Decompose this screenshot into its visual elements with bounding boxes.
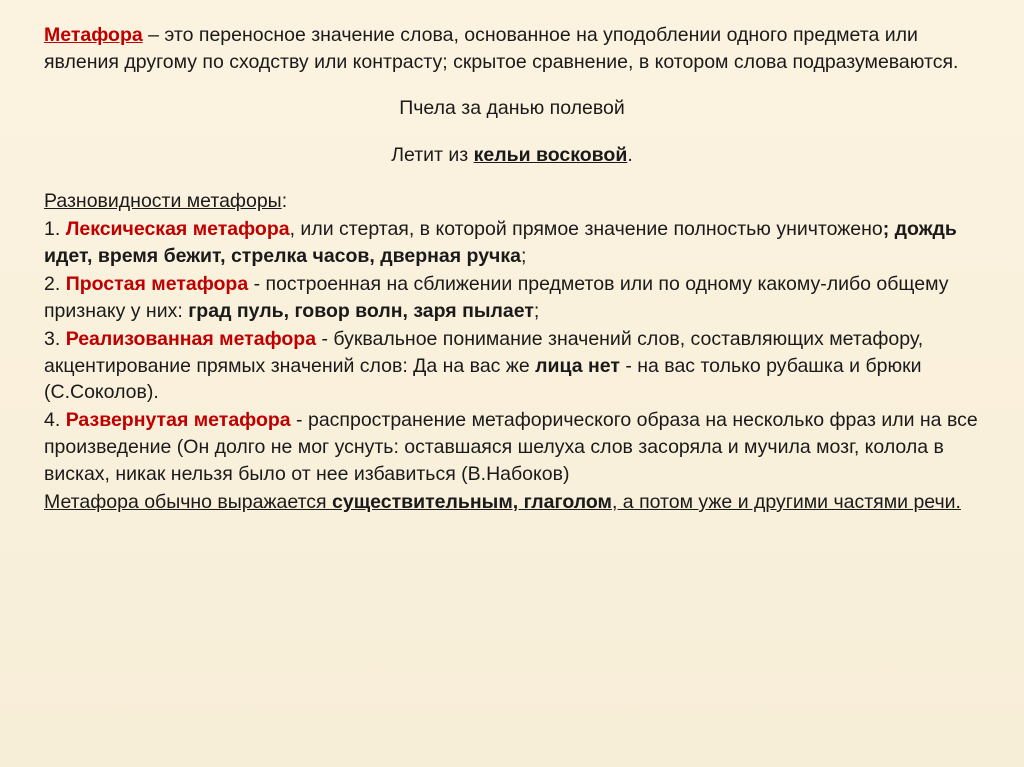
content-body (44, 22, 984, 516)
definition-term: Метафора (44, 24, 143, 46)
types-heading-label: Разновидности метафоры (44, 190, 282, 213)
item-text: , или стертая, в которой прямое значение полностью уничтожено (289, 218, 883, 241)
item-number: 1. (44, 218, 66, 241)
list-item (44, 407, 984, 488)
types-heading (44, 188, 980, 215)
conclusion-suffix: , а потом уже и другими частями речи. (611, 491, 961, 514)
item-term: Развернутая метафора (65, 409, 291, 432)
definition-paragraph (44, 22, 980, 76)
item-tail: ; (533, 299, 540, 322)
poem-line-1-text: Пчела за данью полевой (399, 97, 625, 120)
item-examples: лица нет (535, 354, 620, 377)
item-text: - построенная на сближении предметов или по одному какому-либо общему признаку у них: (44, 272, 954, 322)
item-number: 2. (44, 272, 66, 295)
list-item (44, 326, 980, 407)
item-number: 4. (44, 409, 66, 432)
item-text: - буквальное понимание значений слов, составляющих метафору, акцентирование прямых значений слов: Да на вас же (44, 327, 929, 377)
item-examples: град пуль, говор волн, заря пылает (188, 299, 534, 322)
poem-line-2-prefix: Летит из (391, 143, 474, 166)
item-term: Лексическая метафора (65, 218, 290, 241)
item-term: Простая метафора (65, 272, 249, 295)
poem-line-2 (44, 142, 980, 169)
item-tail: - на вас только рубашка и брюки (С.Соколов). (44, 354, 927, 404)
item-term: Реализованная метафора (65, 327, 317, 350)
conclusion-prefix: Метафора обычно выражается (44, 491, 333, 514)
list-item (44, 216, 980, 270)
list-item (44, 271, 980, 325)
item-text: - распространение метафорического образа на несколько фраз или на все произведение (Он долго не мог уснуть: оставшаяся шелуха слов засоряла и мучила мозг, колола в висках, никак нельзя было от нее избавиться (В.Набоков) (44, 409, 984, 486)
poem-line-2-accent: кельи восковой (473, 143, 628, 166)
item-number: 3. (44, 327, 66, 350)
types-heading-colon: : (281, 190, 288, 213)
definition-text: – это переносное значение слова, основанное на уподоблении одного предмета или явления другому по сходству или контрасту; скрытое сравнение, в котором слова подразумеваются. (44, 24, 959, 73)
conclusion-accent: существительным, глаголом (332, 491, 612, 514)
poem-line-2-suffix: . (627, 143, 633, 166)
conclusion-paragraph (44, 489, 980, 516)
item-examples: ; дождь идет, время бежит, стрелка часов, дверная ручка (44, 218, 963, 267)
item-tail: ; (520, 244, 527, 267)
poem-line-1 (44, 95, 980, 122)
